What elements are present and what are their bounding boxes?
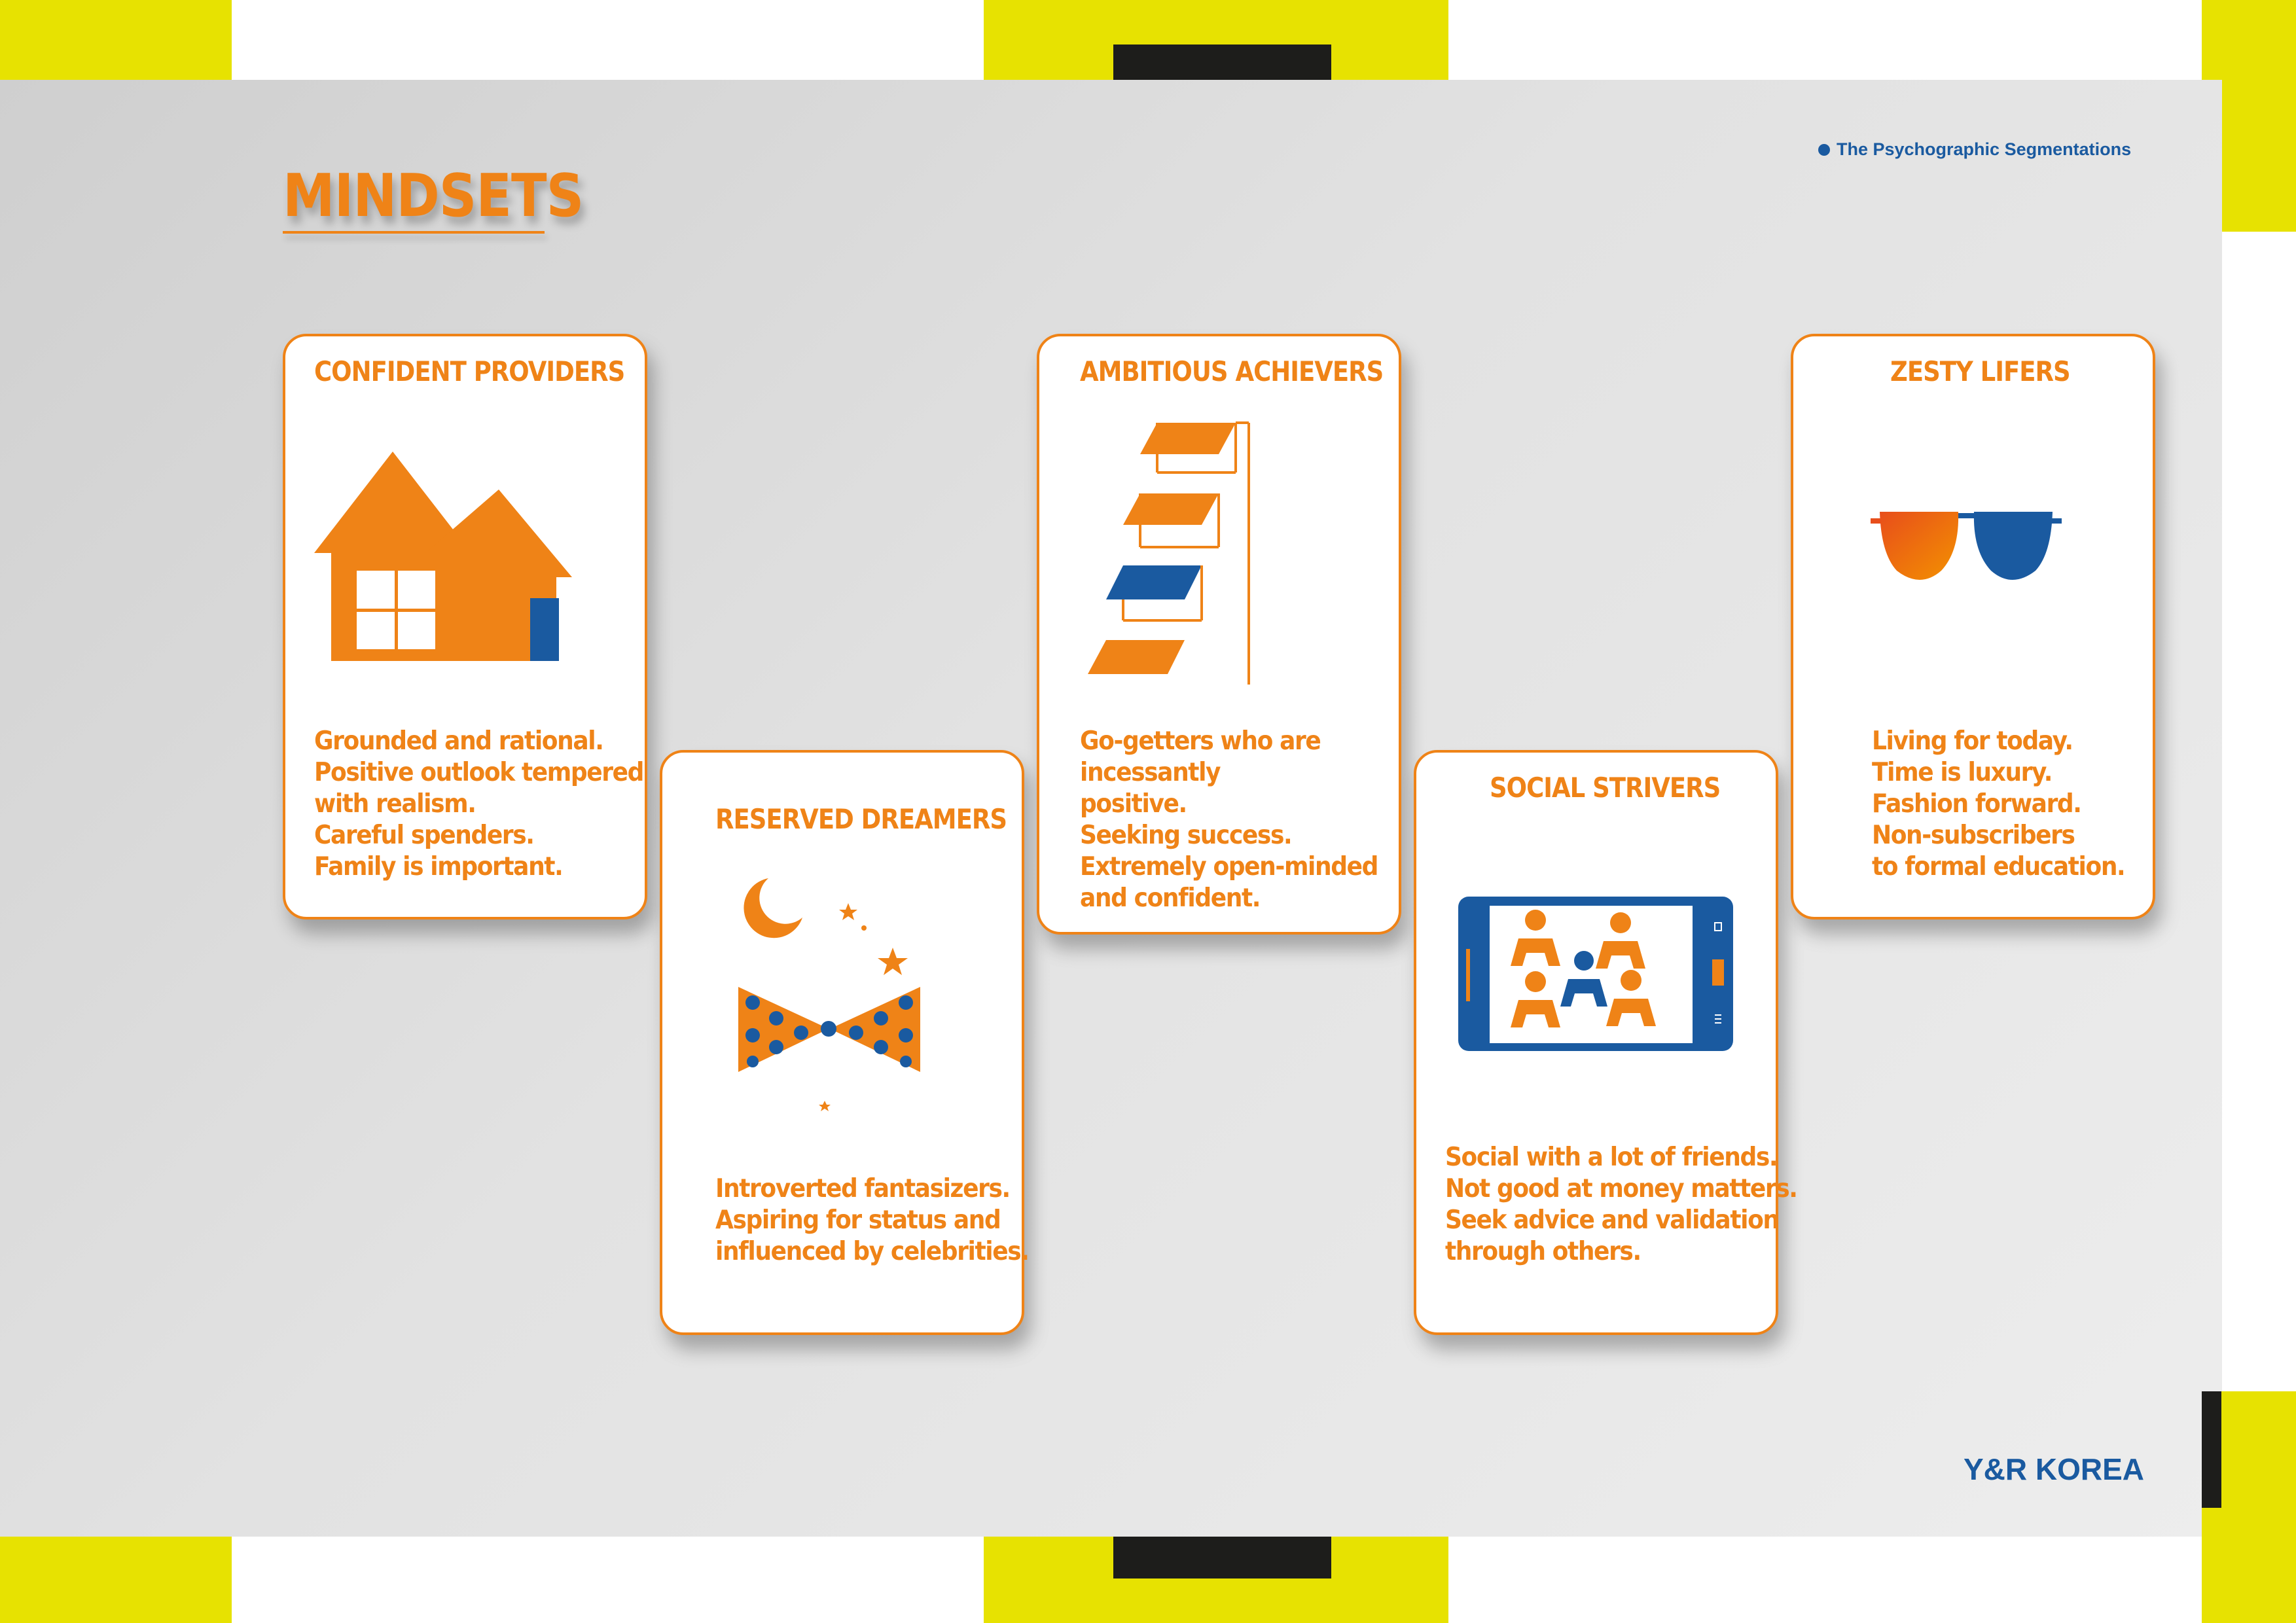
card-reserved-dreamers: [660, 750, 1029, 1335]
moon-bow-tie-icon: [730, 872, 966, 1120]
subtitle-text: The Psychographic Segmentations: [1837, 139, 2132, 159]
description-line: with realism.: [314, 789, 476, 819]
frame-bar-top-left: [0, 0, 232, 80]
section-subtitle: [1818, 139, 2131, 160]
description-line: Go-getters who are: [1080, 726, 1321, 756]
page-title: MINDSETS: [283, 161, 584, 230]
frame-bar-top-center-dark: [1113, 45, 1331, 80]
description-line: influenced by celebrities.: [715, 1237, 1029, 1266]
description-line: incessantly: [1080, 758, 1221, 787]
title-underline: [283, 231, 545, 234]
card-zesty-lifers: [1791, 334, 2155, 919]
card-description: [1445, 1141, 1797, 1266]
card-title: RESERVED DREAMERS: [715, 804, 1007, 836]
description-line: positive.: [1080, 789, 1187, 819]
frame-bar-bottom-left: [0, 1537, 232, 1623]
card-title: SOCIAL STRIVERS: [1490, 772, 1721, 804]
description-line: Family is important.: [314, 852, 563, 882]
description-line: Social with a lot of friends.: [1445, 1143, 1778, 1172]
description-line: Grounded and rational.: [314, 726, 603, 756]
description-line: Fashion forward.: [1872, 789, 2081, 819]
description-line: Aspiring for status and: [715, 1205, 1001, 1235]
frame-bar-right-lower-dark: [2202, 1391, 2221, 1508]
smartphone-group-icon: [1458, 897, 1733, 1054]
card-description: [715, 1172, 1029, 1266]
card-social-strivers: [1414, 750, 1797, 1335]
card-description: [314, 724, 643, 882]
card-title: ZESTY LIFERS: [1890, 356, 2070, 388]
description-line: Careful spenders.: [314, 821, 534, 850]
card-title: CONFIDENT PROVIDERS: [314, 356, 625, 388]
card-description: [1872, 724, 2125, 882]
description-line: Seeking success.: [1080, 821, 1292, 850]
description-line: Non-subscribers: [1872, 821, 2075, 850]
description-line: Not good at money matters.: [1445, 1174, 1797, 1204]
staircase-icon: [1085, 410, 1347, 711]
description-line: and confident.: [1080, 883, 1261, 913]
description-line: Extremely open-minded: [1080, 852, 1378, 882]
card-confident-providers: [283, 334, 647, 919]
house-icon: [314, 452, 576, 674]
description-line: Positive outlook tempered: [314, 758, 643, 787]
frame-bar-bottom-center-dark: [1113, 1537, 1331, 1578]
description-line: Time is luxury.: [1872, 758, 2053, 787]
card-ambitious-achievers: [1037, 334, 1401, 935]
description-line: Seek advice and validation: [1445, 1205, 1779, 1235]
description-line: through others.: [1445, 1237, 1641, 1266]
brand-logo: Y&R KOREA: [1964, 1452, 2145, 1486]
card-description: [1080, 724, 1378, 913]
description-line: Introverted fantasizers.: [715, 1174, 1010, 1204]
bullet-dot-icon: [1818, 144, 1830, 156]
description-line: Living for today.: [1872, 726, 2073, 756]
card-title: AMBITIOUS ACHIEVERS: [1080, 356, 1384, 388]
sunglasses-icon: [1871, 505, 2067, 597]
description-line: to formal education.: [1872, 852, 2125, 882]
